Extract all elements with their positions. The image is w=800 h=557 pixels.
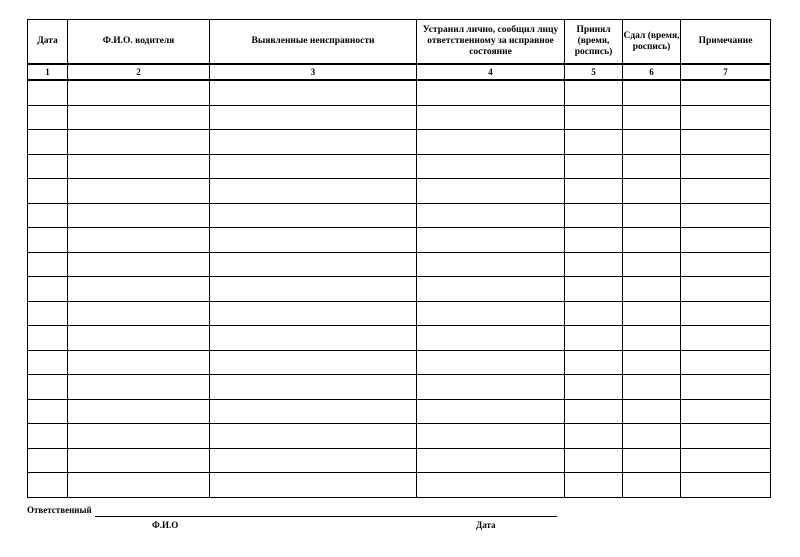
entry-cell[interactable] (623, 203, 681, 228)
table-row (28, 375, 771, 400)
responsible-signature-line (95, 516, 409, 517)
date-signature-line (409, 516, 557, 517)
entry-cell[interactable] (565, 80, 623, 105)
entry-cell[interactable] (68, 326, 210, 351)
entry-cell[interactable] (28, 424, 68, 449)
entry-cell[interactable] (565, 130, 623, 155)
entry-cell[interactable] (681, 252, 771, 277)
entry-cell[interactable] (68, 448, 210, 473)
entry-cell[interactable] (417, 80, 565, 105)
header-note: Примечание (681, 20, 771, 65)
entry-cell[interactable] (417, 277, 565, 302)
entry-cell[interactable] (417, 399, 565, 424)
entry-cell[interactable] (565, 277, 623, 302)
entry-cell[interactable] (417, 375, 565, 400)
entry-cell[interactable] (623, 252, 681, 277)
entry-cell[interactable] (681, 203, 771, 228)
table-row (28, 203, 771, 228)
entry-cell[interactable] (210, 130, 417, 155)
table-row (28, 105, 771, 130)
header-fixed-or-reported: Устранил лично, сообщил лицу ответственному за исправное состояние (417, 20, 565, 65)
fio-caption: Ф.И.О (152, 520, 179, 530)
entry-cell[interactable] (28, 277, 68, 302)
entry-cell[interactable] (681, 228, 771, 253)
entry-cell[interactable] (417, 301, 565, 326)
entry-cell[interactable] (623, 424, 681, 449)
column-number: 3 (210, 64, 417, 80)
entry-cell[interactable] (417, 326, 565, 351)
inspection-log-table (27, 19, 771, 498)
entry-cell[interactable] (68, 179, 210, 204)
column-number: 2 (68, 64, 210, 80)
entry-cell[interactable] (681, 448, 771, 473)
entry-cell[interactable] (681, 375, 771, 400)
entry-cell[interactable] (28, 203, 68, 228)
header-accepted: Принял (время, роспись) (565, 20, 623, 65)
entry-cell[interactable] (417, 203, 565, 228)
column-number: 5 (565, 64, 623, 80)
table-row (28, 179, 771, 204)
entry-cell[interactable] (210, 252, 417, 277)
entry-cell[interactable] (210, 228, 417, 253)
column-number: 6 (623, 64, 681, 80)
entry-cell[interactable] (565, 350, 623, 375)
entry-cell[interactable] (681, 326, 771, 351)
header-handed-over: Сдал (время, роспись) (623, 20, 681, 65)
entry-cell[interactable] (28, 130, 68, 155)
table-row (28, 473, 771, 498)
entry-cell[interactable] (417, 228, 565, 253)
table-row (28, 277, 771, 302)
entry-cell[interactable] (417, 424, 565, 449)
column-number-row (28, 64, 771, 80)
entry-cell[interactable] (68, 203, 210, 228)
table-row (28, 350, 771, 375)
entry-cell[interactable] (623, 448, 681, 473)
entry-cell[interactable] (565, 375, 623, 400)
entry-cell[interactable] (565, 105, 623, 130)
entry-cell[interactable] (623, 375, 681, 400)
entry-cell[interactable] (623, 179, 681, 204)
header-driver-name: Ф.И.О. водителя (68, 20, 210, 65)
signature-footer (27, 505, 770, 535)
entry-cell[interactable] (681, 301, 771, 326)
entry-cell[interactable] (28, 350, 68, 375)
entry-cell[interactable] (681, 277, 771, 302)
responsible-label: Ответственный (27, 505, 92, 515)
entry-cell[interactable] (417, 350, 565, 375)
table-row (28, 252, 771, 277)
entry-cell[interactable] (210, 375, 417, 400)
entry-cell[interactable] (28, 252, 68, 277)
entry-cell[interactable] (623, 277, 681, 302)
entry-cell[interactable] (68, 105, 210, 130)
entry-cell[interactable] (68, 277, 210, 302)
entry-cell[interactable] (565, 179, 623, 204)
entry-cell[interactable] (210, 203, 417, 228)
entry-cell[interactable] (68, 130, 210, 155)
entry-cell[interactable] (28, 179, 68, 204)
entry-cell[interactable] (417, 154, 565, 179)
entry-cell[interactable] (417, 448, 565, 473)
entry-cell[interactable] (68, 154, 210, 179)
entry-cell[interactable] (417, 105, 565, 130)
entry-cell[interactable] (210, 350, 417, 375)
entry-cell[interactable] (565, 473, 623, 498)
entry-cell[interactable] (68, 424, 210, 449)
log-sheet (27, 19, 770, 498)
entry-cell[interactable] (565, 203, 623, 228)
entry-cell[interactable] (210, 424, 417, 449)
entry-cell[interactable] (681, 179, 771, 204)
entry-cell[interactable] (210, 80, 417, 105)
entry-cell[interactable] (210, 473, 417, 498)
entry-cell[interactable] (210, 179, 417, 204)
table-row (28, 326, 771, 351)
entry-cell[interactable] (623, 130, 681, 155)
entry-cell[interactable] (210, 448, 417, 473)
entry-cell[interactable] (681, 105, 771, 130)
table-row (28, 399, 771, 424)
entry-cell[interactable] (28, 399, 68, 424)
entry-cell[interactable] (210, 399, 417, 424)
entry-cell[interactable] (28, 326, 68, 351)
entry-cell[interactable] (417, 473, 565, 498)
table-row (28, 80, 771, 105)
entry-cell[interactable] (68, 375, 210, 400)
date-caption: Дата (476, 520, 496, 530)
entry-cell[interactable] (565, 448, 623, 473)
entry-cell[interactable] (623, 350, 681, 375)
entry-cell[interactable] (28, 228, 68, 253)
entry-cell[interactable] (623, 154, 681, 179)
entry-cell[interactable] (28, 448, 68, 473)
entry-cell[interactable] (623, 301, 681, 326)
entry-cell[interactable] (623, 228, 681, 253)
entry-cell[interactable] (681, 350, 771, 375)
entry-cell[interactable] (210, 301, 417, 326)
table-row (28, 130, 771, 155)
header-row (28, 20, 771, 65)
entry-cell[interactable] (28, 301, 68, 326)
header-faults-found: Выявленные неисправности (210, 20, 417, 65)
entry-cell[interactable] (565, 399, 623, 424)
entry-cell[interactable] (681, 399, 771, 424)
blank-entry-rows (28, 80, 771, 497)
entry-cell[interactable] (68, 301, 210, 326)
table-row (28, 154, 771, 179)
entry-cell[interactable] (565, 154, 623, 179)
entry-cell[interactable] (417, 130, 565, 155)
table-row (28, 424, 771, 449)
entry-cell[interactable] (681, 424, 771, 449)
column-number: 7 (681, 64, 771, 80)
table-row (28, 301, 771, 326)
entry-cell[interactable] (565, 301, 623, 326)
entry-cell[interactable] (68, 473, 210, 498)
entry-cell[interactable] (623, 80, 681, 105)
entry-cell[interactable] (28, 154, 68, 179)
entry-cell[interactable] (565, 424, 623, 449)
entry-cell[interactable] (417, 252, 565, 277)
entry-cell[interactable] (210, 154, 417, 179)
entry-cell[interactable] (681, 473, 771, 498)
entry-cell[interactable] (417, 179, 565, 204)
entry-cell[interactable] (28, 80, 68, 105)
entry-cell[interactable] (565, 228, 623, 253)
entry-cell[interactable] (28, 473, 68, 498)
entry-cell[interactable] (68, 80, 210, 105)
entry-cell[interactable] (68, 399, 210, 424)
column-number: 4 (417, 64, 565, 80)
entry-cell[interactable] (565, 326, 623, 351)
entry-cell[interactable] (28, 375, 68, 400)
entry-cell[interactable] (623, 326, 681, 351)
entry-cell[interactable] (565, 252, 623, 277)
entry-cell[interactable] (210, 105, 417, 130)
entry-cell[interactable] (623, 105, 681, 130)
table-row (28, 448, 771, 473)
table-row (28, 228, 771, 253)
entry-cell[interactable] (681, 80, 771, 105)
entry-cell[interactable] (681, 130, 771, 155)
header-date: Дата (28, 20, 68, 65)
entry-cell[interactable] (68, 350, 210, 375)
column-number: 1 (28, 64, 68, 80)
entry-cell[interactable] (210, 277, 417, 302)
entry-cell[interactable] (681, 154, 771, 179)
entry-cell[interactable] (28, 105, 68, 130)
entry-cell[interactable] (68, 252, 210, 277)
entry-cell[interactable] (210, 326, 417, 351)
entry-cell[interactable] (623, 399, 681, 424)
entry-cell[interactable] (68, 228, 210, 253)
entry-cell[interactable] (623, 473, 681, 498)
